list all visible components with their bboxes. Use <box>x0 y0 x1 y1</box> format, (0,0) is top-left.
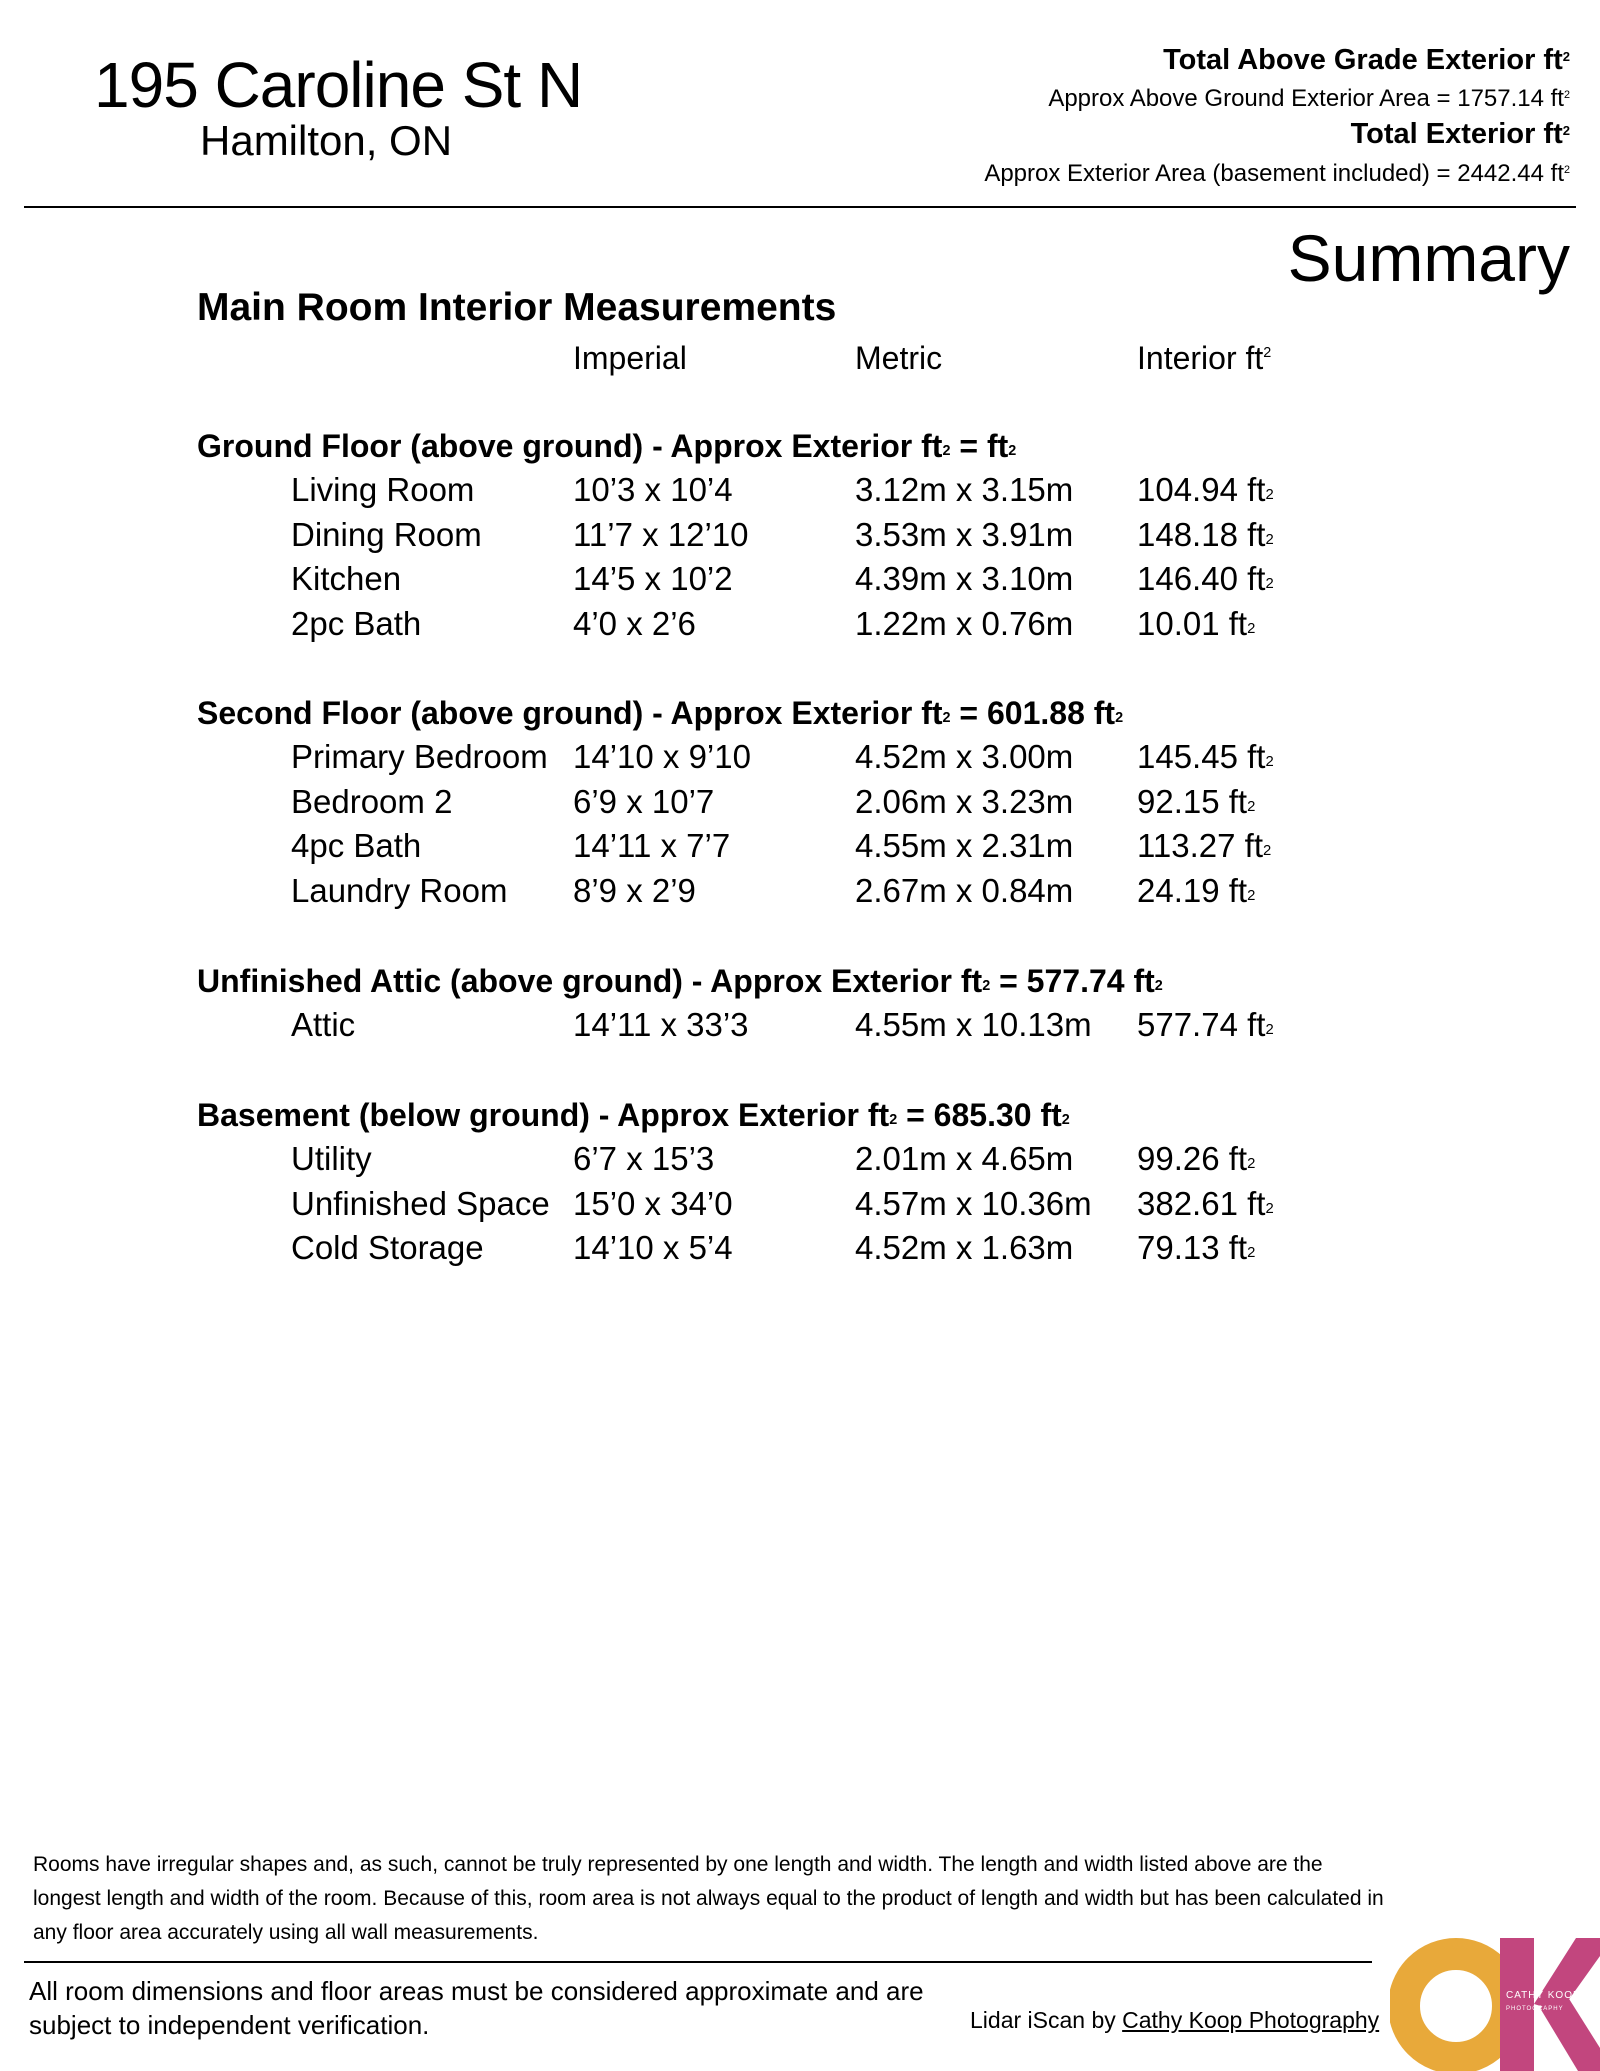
above-grade-area: Approx Above Ground Exterior Area = 1757.14 $ft^2$ <box>1048 85 1570 112</box>
superscript: 2 <box>942 710 951 727</box>
room-metric: 4.39m x 3.10m <box>855 560 1074 597</box>
column-header-interior: Interior $ft^2$ <box>1137 340 1272 376</box>
table-row <box>197 602 1397 647</box>
room-area: 577.74 $ft^2$ <box>1137 1006 1274 1043</box>
room-area: 104.94 $ft^2$ <box>1137 471 1274 508</box>
room-metric: 2.06m x 3.23m <box>855 782 1074 820</box>
room-imperial: 11’7 x 12’10 <box>573 515 749 553</box>
section-title: Second Floor (above ground) - Approx Exterior $ft^2 = 601.88$ $ft^2$ <box>197 695 1124 731</box>
table-row <box>197 824 1397 869</box>
section-title: Basement (below ground) - Approx Exterior $ft^2 = 685.30$ $ft^2$ <box>197 1097 1070 1133</box>
ok-logo <box>1390 1928 1600 2071</box>
table-row <box>197 1003 1397 1048</box>
superscript: 2 <box>1563 163 1570 176</box>
total-exterior-area: Approx Exterior Area (basement included) = 2442.44 $ft^2$ <box>984 160 1570 187</box>
page-title: Summary <box>1287 221 1570 295</box>
room-name: 2pc Bath <box>291 604 422 642</box>
room-area: 148.18 $ft^2$ <box>1137 515 1274 553</box>
room-metric: 2.01m x 4.65m <box>855 1140 1074 1177</box>
disclaimer-text: Rooms have irregular shapes and, as such, cannot be truly represented by one length and width. The length and width listed above are the longest length and width of the room. Because of this, room area is not always equal to the product of length and width but has been calculated in any floor area accurately using all wall measurements. <box>33 1853 1384 1944</box>
address-line-2: Hamilton, ON <box>200 117 453 164</box>
superscript: 2 <box>1562 48 1570 64</box>
room-name: Living Room <box>291 471 475 508</box>
room-imperial: 14’11 x 7’7 <box>573 827 731 864</box>
room-imperial: 14’11 x 33’3 <box>573 1006 749 1043</box>
table-row <box>197 1137 1397 1182</box>
superscript: 2 <box>1265 754 1274 771</box>
room-area: 10.01 $ft^2$ <box>1137 604 1256 642</box>
superscript: 2 <box>1265 1200 1274 1217</box>
room-metric: 3.12m x 3.15m <box>855 471 1074 508</box>
room-area: 382.61 $ft^2$ <box>1137 1184 1274 1222</box>
total-exterior-title: Total Exterior $ft^2$ <box>1350 118 1570 150</box>
room-imperial: 6’9 x 10’7 <box>573 782 715 820</box>
room-imperial: 4’0 x 2’6 <box>573 604 696 642</box>
table-row <box>197 780 1397 825</box>
superscript: 2 <box>1247 798 1256 815</box>
section-ground-floor <box>197 424 1397 646</box>
superscript: 2 <box>1008 443 1017 460</box>
room-area: 113.27 $ft^2$ <box>1137 827 1272 864</box>
superscript: 2 <box>1265 531 1274 548</box>
column-header-metric: Metric <box>855 340 943 376</box>
room-metric: 4.55m x 2.31m <box>855 827 1074 864</box>
room-metric: 2.67m x 0.84m <box>855 871 1074 909</box>
room-imperial: 14’10 x 9’10 <box>573 738 751 775</box>
superscript: 2 <box>1115 710 1124 727</box>
logo-o-mark <box>1404 1954 1508 2058</box>
room-name: Attic <box>291 1006 356 1043</box>
superscript: 2 <box>1263 345 1272 362</box>
header-divider <box>24 206 1576 208</box>
logo-subtext: PHOTOGRAPHY <box>1506 2006 1564 2012</box>
superscript: 2 <box>1247 1245 1256 1262</box>
room-area: 146.40 $ft^2$ <box>1137 560 1274 597</box>
room-name: Cold Storage <box>291 1229 484 1266</box>
room-name: Kitchen <box>291 560 402 597</box>
superscript: 2 <box>1562 122 1570 138</box>
superscript: 2 <box>1061 1112 1070 1129</box>
footer-divider <box>24 1961 1372 1963</box>
approximation-note: All room dimensions and floor areas must be considered approximate and are subject to independent verification. <box>29 1976 924 2040</box>
room-metric: 4.52m x 3.00m <box>855 738 1074 775</box>
superscript: 2 <box>1263 843 1272 860</box>
address-line-1: 195 Caroline St N <box>94 49 583 121</box>
room-metric: 3.53m x 3.91m <box>855 515 1074 553</box>
superscript: 2 <box>1265 1022 1274 1039</box>
table-row <box>197 513 1397 558</box>
room-imperial: 15’0 x 34’0 <box>573 1184 733 1222</box>
superscript: 2 <box>1247 620 1256 637</box>
room-area: 92.15 $ft^2$ <box>1137 782 1256 820</box>
room-area: 79.13 $ft^2$ <box>1137 1229 1256 1266</box>
lidar-credit: Lidar iScan by Cathy Koop Photography <box>970 2007 1380 2033</box>
superscript: 2 <box>1265 487 1274 504</box>
section-attic <box>197 959 1397 1048</box>
superscript: 2 <box>1247 1156 1256 1173</box>
room-name: Primary Bedroom <box>291 738 548 775</box>
room-metric: 4.52m x 1.63m <box>855 1229 1074 1266</box>
room-metric: 4.55m x 10.13m <box>855 1006 1092 1043</box>
table-row <box>197 869 1397 914</box>
table-row <box>197 557 1397 602</box>
logo-text: CATHY KOOP <box>1506 1990 1581 2001</box>
above-grade-title: Total Above Grade Exterior $ft^2$ <box>1163 44 1570 76</box>
room-area: 99.26 $ft^2$ <box>1137 1140 1256 1177</box>
room-name: 4pc Bath <box>291 827 422 864</box>
table-row <box>197 735 1397 780</box>
section-second-floor <box>197 691 1397 913</box>
room-name: Laundry Room <box>291 871 508 909</box>
section-title: Ground Floor (above ground) - Approx Exterior $ft^2 = ft^2$ <box>197 428 1017 464</box>
room-imperial: 14’5 x 10’2 <box>573 560 733 597</box>
column-header-imperial: Imperial <box>573 340 687 376</box>
room-metric: 4.57m x 10.36m <box>855 1184 1092 1222</box>
table-row <box>197 468 1397 513</box>
table-row <box>197 1182 1397 1227</box>
room-name: Dining Room <box>291 515 482 553</box>
room-area: 145.45 $ft^2$ <box>1137 738 1274 775</box>
table-row <box>197 1226 1397 1271</box>
superscript: 2 <box>1247 887 1256 904</box>
superscript: 2 <box>889 1112 898 1129</box>
superscript: 2 <box>942 443 951 460</box>
table-heading: Main Room Interior Measurements <box>197 286 837 329</box>
room-imperial: 10’3 x 10’4 <box>573 471 733 508</box>
room-name: Utility <box>291 1140 372 1177</box>
photographer-link[interactable]: Cathy Koop Photography <box>1122 2007 1380 2033</box>
room-area: 24.19 $ft^2$ <box>1137 871 1256 909</box>
section-basement <box>197 1093 1397 1271</box>
superscript: 2 <box>982 978 991 995</box>
room-imperial: 8’9 x 2’9 <box>573 871 696 909</box>
room-name: Unfinished Space <box>291 1184 550 1222</box>
room-metric: 1.22m x 0.76m <box>855 604 1074 642</box>
room-imperial: 14’10 x 5’4 <box>573 1229 733 1266</box>
logo-k-mark <box>1500 1938 1600 2071</box>
section-title: Unfinished Attic (above ground) - Approx Exterior $ft^2 = 577.74$ $ft^2$ <box>197 963 1163 999</box>
room-name: Bedroom 2 <box>291 782 453 820</box>
superscript: 2 <box>1154 978 1163 995</box>
superscript: 2 <box>1265 576 1274 593</box>
superscript: 2 <box>1563 88 1570 101</box>
room-imperial: 6’7 x 15’3 <box>573 1140 715 1177</box>
